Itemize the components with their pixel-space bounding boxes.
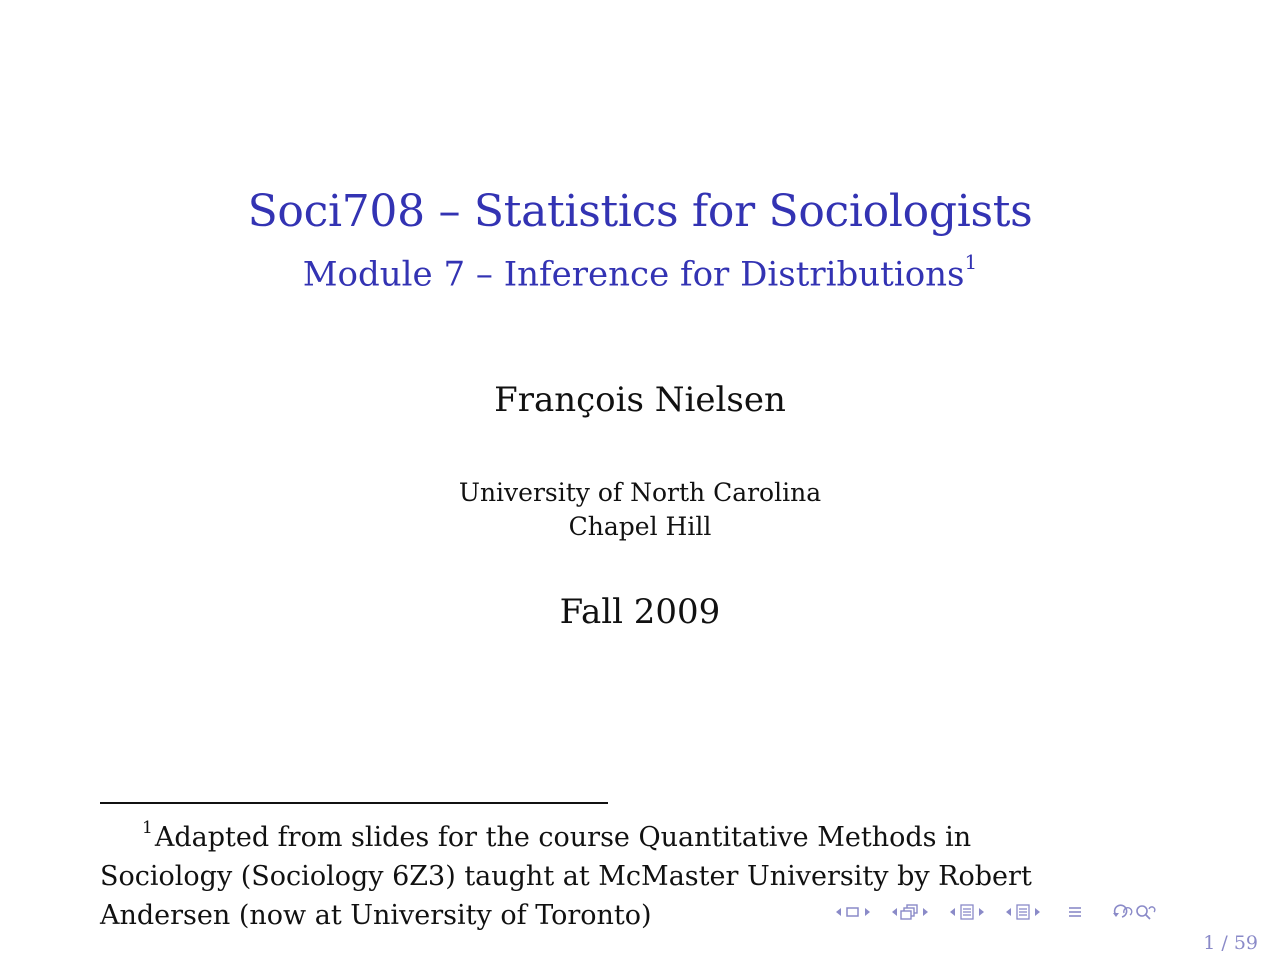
arrow-right-icon[interactable] bbox=[976, 901, 988, 923]
footnote-text: Adapted from slides for the course Quantitative Methods in Sociology (Sociology 6Z3) taught at McMaster University by Robert Andersen (now at University of Toronto) bbox=[100, 822, 1032, 931]
arrow-right-icon[interactable] bbox=[1032, 901, 1044, 923]
nav-group-section bbox=[946, 901, 988, 923]
section-icon[interactable] bbox=[1014, 901, 1032, 923]
slide-subtitle bbox=[0, 250, 1280, 295]
institute-line-2: Chapel Hill bbox=[568, 512, 712, 541]
institute bbox=[0, 476, 1280, 544]
institute-line-1: University of North Carolina bbox=[458, 478, 822, 507]
subsection-icon[interactable] bbox=[900, 901, 920, 923]
nav-group-outline bbox=[1066, 901, 1084, 923]
frame-icon[interactable] bbox=[844, 901, 862, 923]
footnote-mark: 1 bbox=[142, 818, 153, 838]
author-name: François Nielsen bbox=[494, 380, 786, 420]
outline-icon[interactable] bbox=[1066, 901, 1084, 923]
undo-icon[interactable] bbox=[1112, 901, 1134, 923]
nav-group-frame bbox=[832, 901, 874, 923]
arrow-right-icon[interactable] bbox=[920, 901, 932, 923]
arrow-right-icon[interactable] bbox=[862, 901, 874, 923]
page-indicator: 1 / 59 bbox=[1203, 932, 1258, 954]
search-icon[interactable] bbox=[1134, 901, 1156, 923]
footnote-divider bbox=[100, 802, 608, 804]
nav-group-subsection bbox=[888, 901, 932, 923]
beamer-navigation-bar bbox=[832, 901, 1156, 923]
arrow-left-icon[interactable] bbox=[888, 901, 900, 923]
subtitle-footnote-mark: 1 bbox=[964, 250, 978, 274]
subtitle-text: Module 7 – Inference for Distributions bbox=[302, 254, 965, 295]
arrow-left-icon[interactable] bbox=[832, 901, 844, 923]
arrow-left-icon[interactable] bbox=[1002, 901, 1014, 923]
nav-group-document bbox=[1002, 901, 1044, 923]
section-icon[interactable] bbox=[958, 901, 976, 923]
slide-title: Soci708 – Statistics for Sociologists bbox=[247, 186, 1033, 237]
presentation-date: Fall 2009 bbox=[559, 592, 721, 632]
arrow-left-icon[interactable] bbox=[946, 901, 958, 923]
nav-group-tools bbox=[1112, 901, 1156, 923]
